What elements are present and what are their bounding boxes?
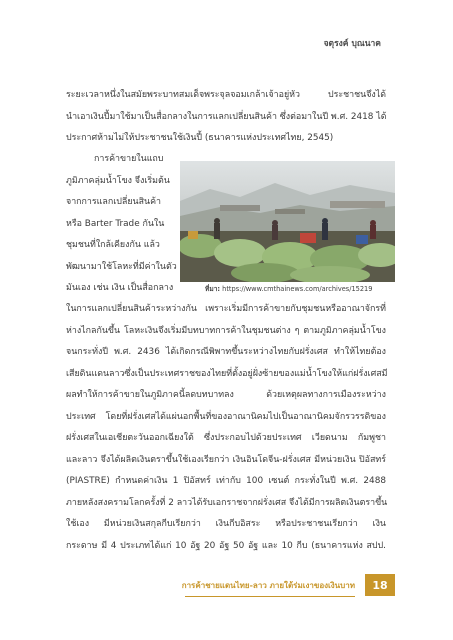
text-line: ประเทศ โดยที่ฝรั่งเศสได้แผ่นอกพื้นที่ของอาณานิคมไปเป็นอาณานิคมจักรวรรดิของ: [66, 411, 386, 422]
footer-rule: [185, 596, 355, 597]
text-line: และลาว จึงได้ผลิตเงินตราขึ้นใช้เองเรียกว่า เงินอินโดจีน-ฝรั่งเศส มีหน่วยเงิน ปิอัสทร์: [66, 454, 386, 465]
text-line: ภูมิภาคลุ่มน้ำโขง จึงเริ่มต้น: [66, 175, 170, 186]
page-number: 18: [372, 578, 388, 592]
page-footer: [182, 574, 395, 596]
running-header-author: จตุรงค์ บุณนาค: [323, 39, 381, 49]
text-line: ใช้เอง มีหน่วยเงินสกุลกีบเรียกว่า เงินกีบอิสระ หรือประชาชนเรียกว่า เงิน: [66, 519, 386, 529]
text-line: ฝรั่งเศสในเอเชียตะวันออกเฉียงใต้ ซึ่งประกอบไปด้วยประเทศ เวียดนาม กัมพูชา: [66, 433, 386, 443]
text-line: พัฒนามาใช้โลหะที่มีค่าในตัว: [66, 261, 177, 272]
paragraph-main: [66, 299, 386, 557]
text-line: กระดาษ มี 4 ประเภทได้แก่ 10 อัฐ 20 อัฐ 50 อัฐ และ 10 กีบ (ธนาคารแห่ง สปป.: [66, 540, 386, 551]
text-line: ระยะเวลาหนึ่งในสมัยพระบาทสมเด็จพระจุลจอมเกล้าเจ้าอยู่หัว ประชาชนจึงได้: [66, 90, 386, 100]
text-line: ชุมชนที่ใกล้เคียงกัน แล้ว: [66, 240, 160, 250]
text-line: นำเอาเงินปี้มาใช้มาเป็นสื่อกลางในการแลกเปลี่ยนสินค้า ซึ่งต่อมาในปี พ.ศ. 2418 ได้: [66, 111, 387, 122]
text-line: (PIASTRE) กำหนดค่าเงิน 1 ปิอัสทร์ เท่ากับ 100 เซนต์ กระทั่งในปี พ.ศ. 2488: [66, 476, 386, 486]
text-line: ประกาศห้ามไม่ให้ประชาชนใช้เงินปี้ (ธนาคารแห่งประเทศไทย, 2545): [66, 133, 334, 143]
text-line: ห่างไกลกันขึ้น โลหะเงินจึงเริ่มมีบทบาทการค้าในชุมชนต่าง ๆ ตามภูมิภาคลุ่มน้ำโขง: [66, 325, 386, 336]
market-photo: [180, 161, 395, 282]
text-line: จนกระทั่งปี พ.ศ. 2436 ได้เกิดกรณีพิพาทขึ้นระหว่างไทยกับฝรั่งเศส ทำให้ไทยต้อง: [66, 347, 386, 357]
page-number-badge: [365, 574, 395, 596]
text-line: จากการแลกเปลี่ยนสินค้า: [66, 197, 161, 207]
text-line: การค้าขายในแถบ: [94, 154, 164, 164]
figure-caption: [205, 283, 372, 294]
paragraph-intro: [66, 85, 386, 150]
caption-label: ที่มา:: [205, 285, 221, 293]
text-line: ในการแลกเปลี่ยนสินค้าระหว่างกัน เพราะเริ่มมีการค้าขายกับชุมชนหรืออาณาจักรที่: [66, 304, 386, 314]
text-line: มันเอง เช่น เงิน เป็นสื่อกลาง: [66, 283, 174, 293]
text-line: ภายหลังสงครามโลกครั้งที่ 2 ลาวได้รับเอกราชจากฝรั่งเศส จึงได้มีการผลิตเงินตราขึ้น: [66, 497, 388, 508]
text-line: ผลทำให้การค้าขายในภูมิภาคนี้ลดบทบาทลง ด้วยเหตุผลทางการเมืองระหว่าง: [66, 390, 386, 400]
footer-book-title: การค้าชายแดนไทย-ลาว ภายใต้ร่มเงาของเงินบาท: [181, 580, 355, 590]
text-line: เสียดินแดนลาวซึ่งเป็นประเทศราชของไทยที่ตั้งอยู่ฝั่งซ้ายของแม่น้ำโขงให้แก่ฝรั่งเศสมี: [66, 368, 388, 379]
text-line: หรือ Barter Trade กันใน: [66, 218, 165, 229]
paragraph-wrapped-column: [66, 149, 176, 300]
caption-source-url[interactable]: https://www.cmthainews.com/archives/15219: [222, 285, 373, 293]
